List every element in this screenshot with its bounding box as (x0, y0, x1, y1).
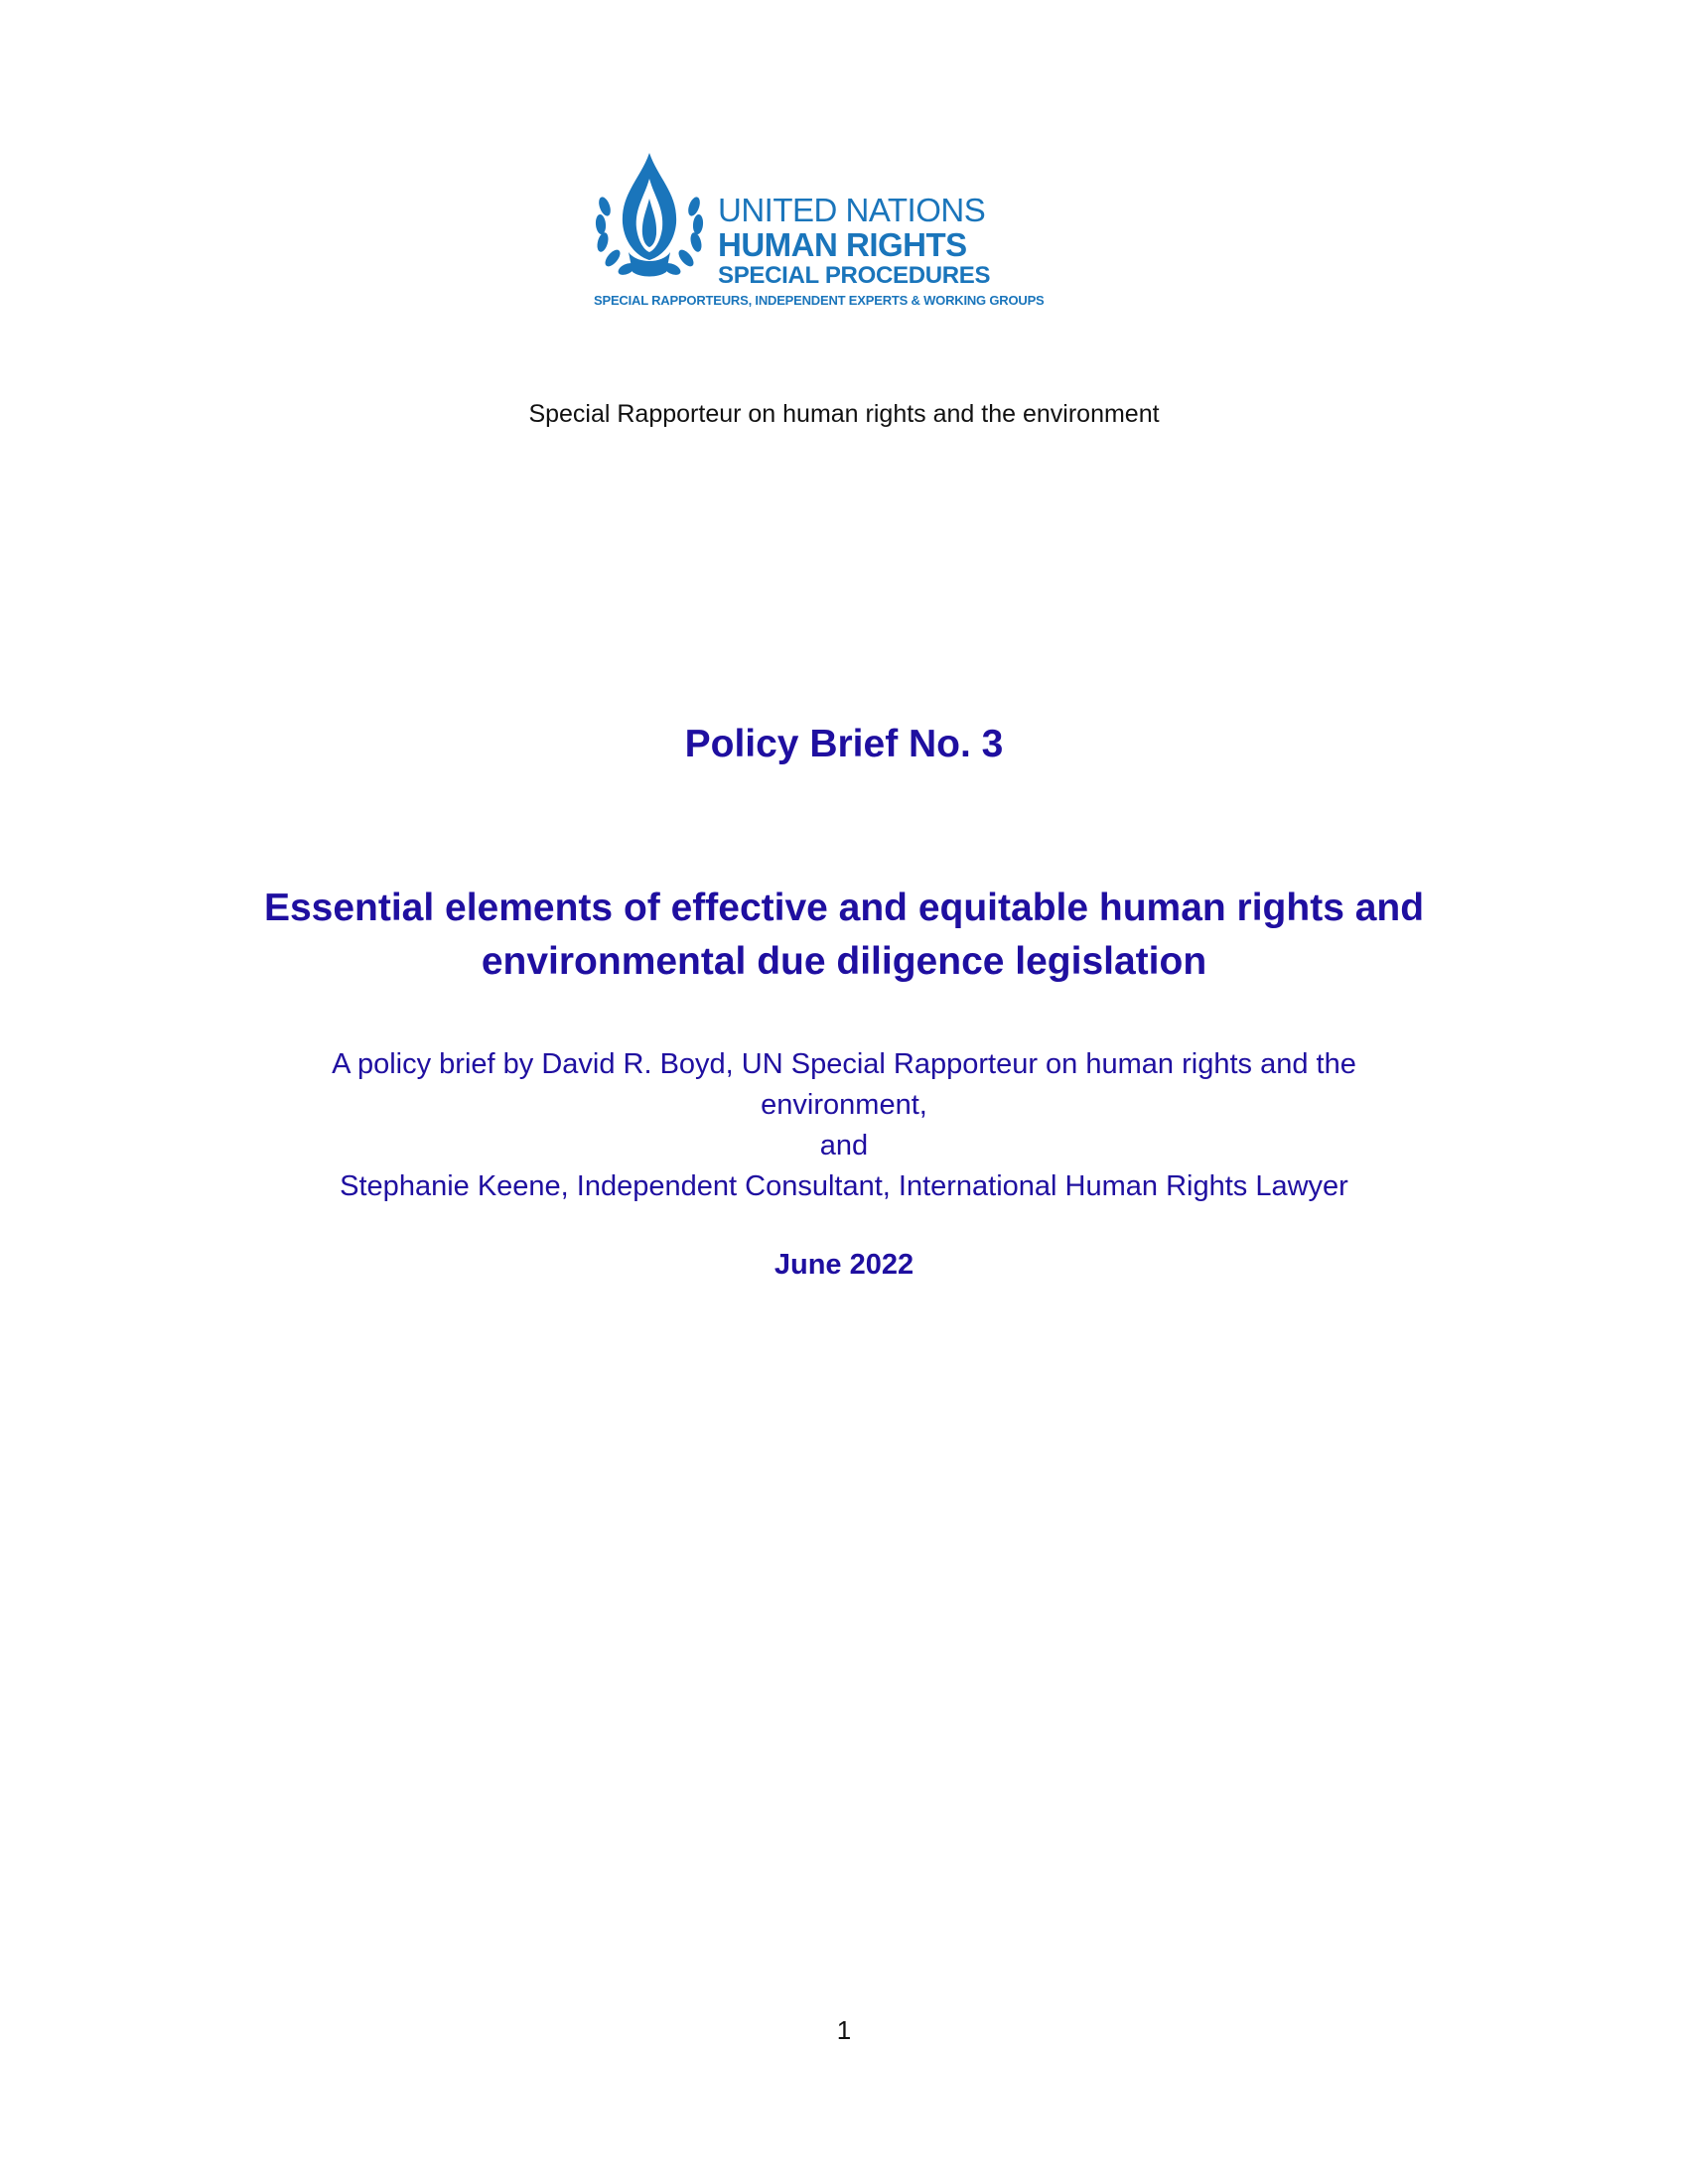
un-human-rights-emblem-icon (591, 149, 708, 283)
page-number: 1 (836, 2015, 852, 2045)
document-title (0, 882, 1688, 989)
authors-block (0, 1044, 1688, 1207)
un-human-rights-logo (591, 149, 1045, 313)
logo-text (718, 192, 991, 289)
authors-line-4: Stephanie Keene, Independent Consultant, International Human Rights Lawyer (340, 1170, 1348, 1202)
logo-line-human-rights: HUMAN RIGHTS (718, 226, 967, 263)
authors-line-1: A policy brief by David R. Boyd, UN Special Rapporteur on human rights and the (332, 1048, 1356, 1080)
logo-tagline: SPECIAL RAPPORTEURS, INDEPENDENT EXPERTS & WORKING GROUPS (594, 293, 1045, 308)
publication-date: June 2022 (774, 1249, 914, 1281)
document-title-line-1: Essential elements of effective and equitable human rights and (263, 887, 1425, 929)
logo-line-united-nations: UNITED NATIONS (718, 192, 986, 228)
authors-line-3: and (819, 1130, 869, 1161)
document-title-line-2: environmental due diligence legislation (481, 940, 1207, 983)
rapporteur-heading: Special Rapporteur on human rights and the environment (528, 400, 1160, 428)
logo-line-special-procedures: SPECIAL PROCEDURES (718, 262, 991, 289)
authors-line-2: environment, (761, 1089, 927, 1121)
policy-brief-number: Policy Brief No. 3 (684, 723, 1004, 765)
